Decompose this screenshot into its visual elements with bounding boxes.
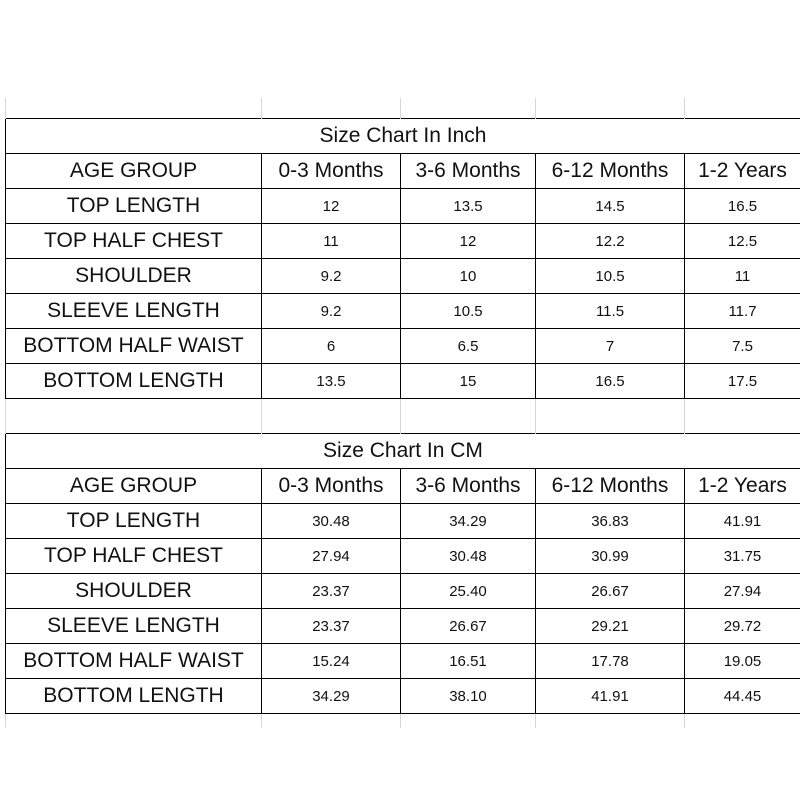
table-cell[interactable]: 11	[685, 259, 800, 294]
table-cell[interactable]: 15	[401, 364, 536, 399]
table-cell[interactable]: 27.94	[685, 574, 800, 609]
table-row	[6, 329, 800, 364]
table-cell[interactable]: 30.48	[262, 504, 401, 539]
table-cell[interactable]: 14.5	[536, 189, 685, 224]
table-cell[interactable]: 13.5	[401, 189, 536, 224]
column-header[interactable]: AGE GROUP	[6, 469, 262, 504]
table-cell[interactable]: 6.5	[401, 329, 536, 364]
table-row	[6, 364, 800, 399]
table-cell[interactable]: 41.91	[685, 504, 800, 539]
column-header[interactable]: AGE GROUP	[6, 154, 262, 189]
row-label[interactable]: SLEEVE LENGTH	[6, 609, 262, 644]
table-row	[6, 679, 800, 714]
table-cell[interactable]: 12.5	[685, 224, 800, 259]
column-header[interactable]: 3-6 Months	[401, 154, 536, 189]
table-cell[interactable]: 7	[536, 329, 685, 364]
table-cell[interactable]: 17.78	[536, 644, 685, 679]
row-label[interactable]: TOP HALF CHEST	[6, 539, 262, 574]
table-cell[interactable]: 16.51	[401, 644, 536, 679]
table-cell[interactable]: 38.10	[401, 679, 536, 714]
table-cell[interactable]: 26.67	[536, 574, 685, 609]
row-label[interactable]: TOP LENGTH	[6, 189, 262, 224]
table-cell[interactable]: 25.40	[401, 574, 536, 609]
table-row	[6, 189, 800, 224]
table-cell[interactable]: 9.2	[262, 294, 401, 329]
table-cell[interactable]: 30.99	[536, 539, 685, 574]
inch-size-table	[6, 119, 800, 399]
column-header[interactable]: 6-12 Months	[536, 469, 685, 504]
header-row	[6, 469, 800, 504]
blank-row	[6, 399, 800, 434]
size-chart-sheet	[5, 98, 800, 728]
table-cell[interactable]: 11.7	[685, 294, 800, 329]
table-row	[6, 609, 800, 644]
table-cell[interactable]: 6	[262, 329, 401, 364]
table-cell[interactable]: 44.45	[685, 679, 800, 714]
column-header[interactable]: 1-2 Years	[685, 469, 800, 504]
table-cell[interactable]: 11.5	[536, 294, 685, 329]
table-cell[interactable]: 30.48	[401, 539, 536, 574]
table-row	[6, 539, 800, 574]
row-label[interactable]: TOP LENGTH	[6, 504, 262, 539]
row-label[interactable]: BOTTOM HALF WAIST	[6, 644, 262, 679]
table-cell[interactable]: 29.21	[536, 609, 685, 644]
row-label[interactable]: BOTTOM LENGTH	[6, 364, 262, 399]
table-cell[interactable]: 9.2	[262, 259, 401, 294]
row-label[interactable]: SLEEVE LENGTH	[6, 294, 262, 329]
table-row	[6, 259, 800, 294]
row-label[interactable]: SHOULDER	[6, 574, 262, 609]
header-row	[6, 154, 800, 189]
table-title-row	[6, 119, 800, 154]
table-title[interactable]: Size Chart In Inch	[6, 119, 800, 154]
table-row	[6, 504, 800, 539]
table-cell[interactable]: 12	[262, 189, 401, 224]
column-header[interactable]: 3-6 Months	[401, 469, 536, 504]
table-cell[interactable]: 12	[401, 224, 536, 259]
column-header[interactable]: 0-3 Months	[262, 469, 401, 504]
table-cell[interactable]: 31.75	[685, 539, 800, 574]
table-cell[interactable]: 16.5	[685, 189, 800, 224]
table-row	[6, 224, 800, 259]
row-label[interactable]: BOTTOM LENGTH	[6, 679, 262, 714]
table-cell[interactable]: 34.29	[262, 679, 401, 714]
table-cell[interactable]: 12.2	[536, 224, 685, 259]
table-title[interactable]: Size Chart In CM	[6, 434, 800, 469]
row-label[interactable]: TOP HALF CHEST	[6, 224, 262, 259]
table-cell[interactable]: 19.05	[685, 644, 800, 679]
table-cell[interactable]: 23.37	[262, 574, 401, 609]
table-title-row	[6, 434, 800, 469]
column-header[interactable]: 6-12 Months	[536, 154, 685, 189]
table-row	[6, 574, 800, 609]
table-cell[interactable]: 15.24	[262, 644, 401, 679]
table-cell[interactable]: 10.5	[536, 259, 685, 294]
table-cell[interactable]: 36.83	[536, 504, 685, 539]
table-cell[interactable]: 23.37	[262, 609, 401, 644]
table-cell[interactable]: 7.5	[685, 329, 800, 364]
table-cell[interactable]: 11	[262, 224, 401, 259]
table-cell[interactable]: 13.5	[262, 364, 401, 399]
table-cell[interactable]: 17.5	[685, 364, 800, 399]
table-cell[interactable]: 29.72	[685, 609, 800, 644]
table-cell[interactable]: 10	[401, 259, 536, 294]
column-header[interactable]: 0-3 Months	[262, 154, 401, 189]
table-row	[6, 644, 800, 679]
row-label[interactable]: BOTTOM HALF WAIST	[6, 329, 262, 364]
table-row	[6, 294, 800, 329]
table-cell[interactable]: 16.5	[536, 364, 685, 399]
cm-size-table	[6, 434, 800, 714]
table-cell[interactable]: 26.67	[401, 609, 536, 644]
column-header[interactable]: 1-2 Years	[685, 154, 800, 189]
table-cell[interactable]: 27.94	[262, 539, 401, 574]
row-label[interactable]: SHOULDER	[6, 259, 262, 294]
table-cell[interactable]: 10.5	[401, 294, 536, 329]
spreadsheet	[5, 98, 800, 728]
table-cell[interactable]: 34.29	[401, 504, 536, 539]
table-cell[interactable]: 41.91	[536, 679, 685, 714]
